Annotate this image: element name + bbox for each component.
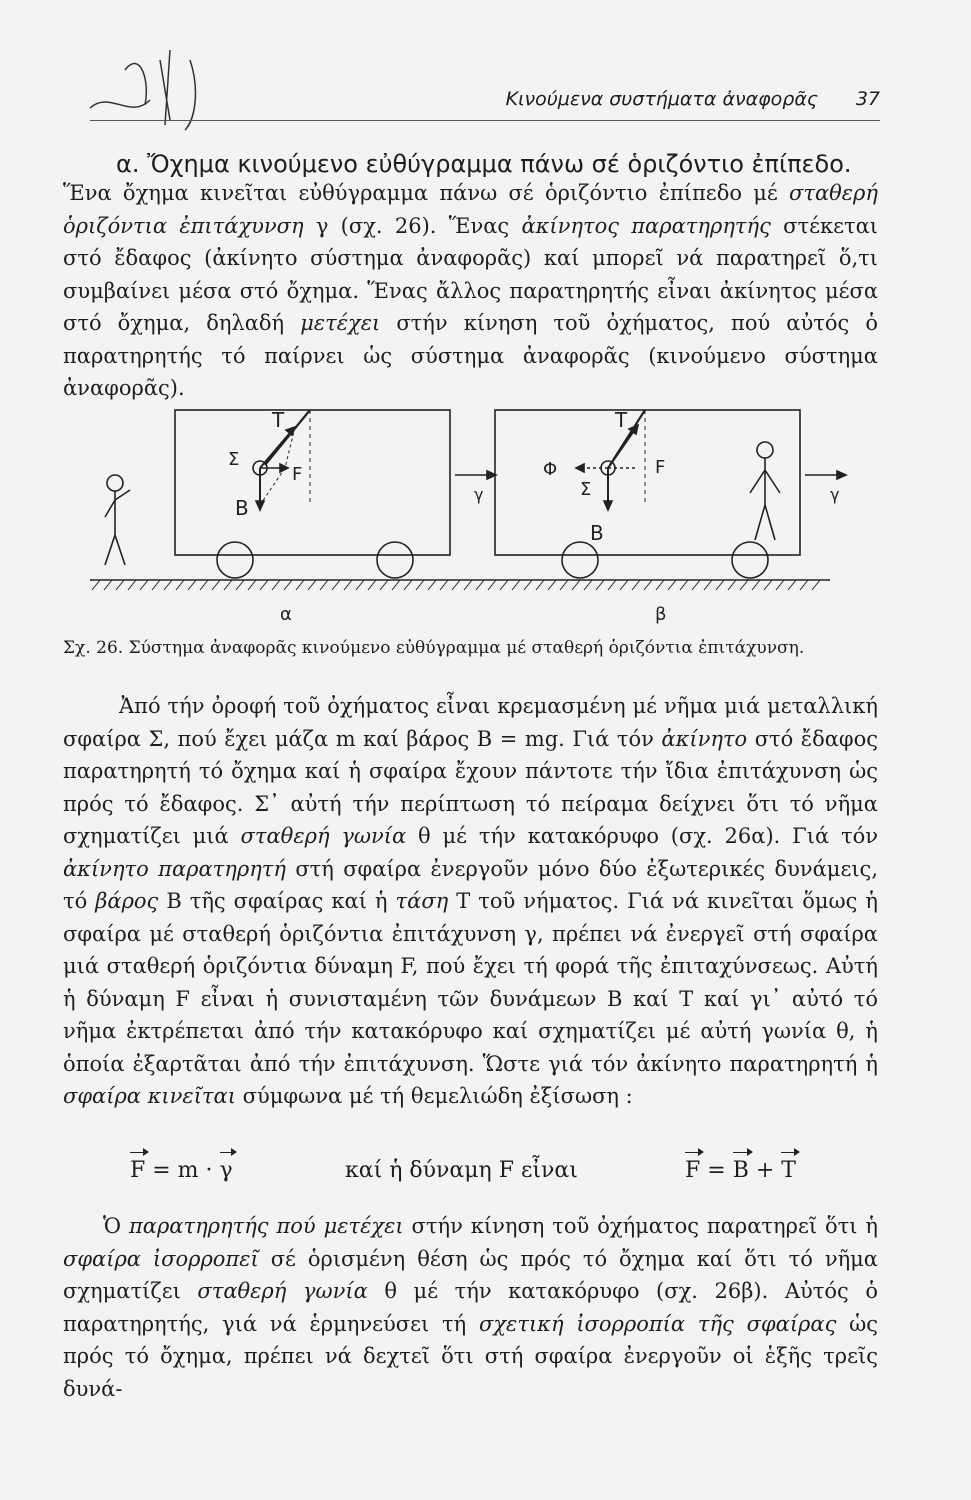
ground-hatching <box>92 580 820 590</box>
label-phi-b: Φ <box>543 459 558 480</box>
italic-run: μετέχει <box>300 311 381 335</box>
vector-F: F <box>685 1158 701 1183</box>
label-F-b: F <box>655 457 666 478</box>
italic-run: παρατηρητής πού μετέχει <box>128 1214 404 1238</box>
italic-run: σφαίρα ἰσορροπεῖ <box>63 1246 259 1271</box>
label-B-a: B <box>235 496 249 520</box>
italic-run: σταθερή γωνία <box>197 1279 368 1303</box>
equation-connector-text: καί ἡ δύναμη F εἶναι <box>345 1158 578 1183</box>
section-heading: α. Ὄχημα κινούμενο εὐθύγραμμα πάνω σέ ὁριζόντιο ἐπίπεδο. <box>116 150 852 178</box>
eq-operator: = <box>700 1158 733 1183</box>
label-sigma-b: Σ <box>580 479 592 500</box>
figure-26 <box>60 395 880 625</box>
paragraph-3 <box>63 1210 878 1405</box>
vector-F: F <box>130 1158 146 1183</box>
text-run: Ἀπό τήν ὀροφή τοῦ ὀχήματος εἶναι κρεμασμένη μέ νῆμα μιά μεταλλική σφαίρα Σ, πού ἔχει μάζα m καί βάρος B = mg. Γιά τόν <box>63 694 878 751</box>
label-F-a: F <box>292 464 303 485</box>
text-run: Ὁ <box>103 1214 129 1238</box>
text-run: στήν κίνηση τοῦ ὀχήματος, πού αὐτός ὁ παρατηρητής τό παίρνει ὡς σύστημα ἀναφορᾶς (κινούμενο σύστημα ἀναφορᾶς). <box>63 311 878 400</box>
text-run: σέ ὁρισμένη θέση ὡς πρός τό ὄχημα καί ὅτι τό νῆμα σχηματίζει <box>63 1246 878 1303</box>
italic-run: ἀκίνητος παρατηρητής <box>521 213 771 238</box>
ground-observer <box>105 475 130 565</box>
italic-run: σταθερή ὁριζόντια ἐπιτάχυνση <box>63 181 878 238</box>
text-run: θ μέ τήν κατακόρυφο (σχ. 26α). Γιά τόν <box>406 824 878 848</box>
text-run: στό ἔδαφος παρατηρητή τό ὄχημα καί ἡ σφαίρα ἔχουν πάντοτε τήν ἴδια ἐπιτάχυνση ὡς πρός τό ἔδαφος. Σ᾽ αὐτή τήν περίπτωση τό πείραμα δείχνει ὅτι τό νῆμα σχηματίζει μιά <box>63 726 878 848</box>
label-T-a: T <box>272 408 285 432</box>
sub-label-a: α <box>280 604 292 625</box>
header-rule <box>90 120 880 121</box>
italic-run: ἀκίνητο παρατηρητή <box>63 856 286 881</box>
label-T-b: T <box>615 408 628 432</box>
equation-line <box>130 1158 880 1194</box>
vehicle-a <box>175 410 450 578</box>
text-run: ὡς πρός τό ὄχημα, πρέπει νά δεχτεῖ ὅτι στή σφαίρα ἐνεργοῦν οἱ ἑξῆς τρεῖς δυνά- <box>63 1311 879 1401</box>
vector-gamma: γ <box>219 1158 233 1183</box>
equation-newton <box>130 1158 233 1183</box>
text-run: γ (σχ. 26). Ἕνας <box>303 213 522 238</box>
sub-label-b: β <box>655 604 667 625</box>
text-run: στή σφαίρα ἐνεργοῦν μόνο δύο ἐξωτερικές δυνάμεις, τό <box>63 856 878 913</box>
equation-sum <box>685 1158 796 1183</box>
label-sigma-a: Σ <box>228 449 240 470</box>
vector-B: B <box>732 1158 749 1183</box>
vehicle-b <box>495 410 800 578</box>
text-run: στήν κίνηση τοῦ ὀχήματος παρατηρεῖ ὅτι ἡ <box>403 1214 878 1238</box>
italic-run: τάση <box>395 889 449 913</box>
italic-run: σταθερή γωνία <box>240 824 407 848</box>
label-gamma-b: γ <box>830 485 840 504</box>
eq-operator: + <box>748 1158 782 1183</box>
italic-run: ἀκίνητο <box>661 726 748 751</box>
paragraph-1 <box>63 177 878 405</box>
vector-T: T <box>781 1158 796 1183</box>
running-title: Κινούμενα συστήματα ἀναφορᾶς <box>505 88 818 110</box>
text-run: Ἕνα ὄχημα κινεῖται εὐθύγραμμα πάνω σέ ὁριζόντιο ἐπίπεδο μέ <box>63 181 790 205</box>
label-B-b: B <box>590 521 604 545</box>
eq-operator: = m · <box>145 1158 220 1183</box>
italic-run: σφαίρα κινεῖται <box>63 1084 236 1108</box>
italic-run: σχετική ἰσορροπία τῆς σφαίρας <box>479 1311 837 1336</box>
text-run: σύμφωνα μέ τή θεμελιώδη ἐξίσωση : <box>235 1084 633 1108</box>
figure-caption: Σχ. 26. Σύστημα ἀναφορᾶς κινούμενο εὐθύγραμμα μέ σταθερή ὁριζόντια ἐπιτάχυνση. <box>63 638 805 658</box>
text-run: θ μέ τήν κατακόρυφο (σχ. 26β). Αὐτός ὁ παρατηρητής, γιά νά ἑρμηνεύσει τή <box>63 1279 878 1336</box>
italic-run: βάρος <box>95 889 159 913</box>
page-number: 37 <box>855 88 880 110</box>
label-gamma-a: γ <box>474 485 484 504</box>
paragraph-2 <box>63 690 878 1113</box>
text-run: B τῆς σφαίρας καί ἡ <box>158 889 396 913</box>
text-run: στέκεται στό ἔδαφος (ἀκίνητο σύστημα ἀναφορᾶς) καί μπορεῖ νά παρατηρεῖ ὅ,τι συμβαίνει μέσα στό ὄχημα. Ἕνας ἄλλος παρατηρητής εἶναι ἀκίνητος μέσα στό ὄχημα, δηλαδή <box>63 213 878 335</box>
running-header <box>60 82 880 118</box>
text-run: T τοῦ νήματος. Γιά νά κινεῖται ὅμως ἡ σφαίρα μέ σταθερή ὁριζόντια ἐπιτάχυνση γ, πρέπει νά ἐνεργεῖ στή σφαίρα μιά σταθερή ὁριζόντια δύναμη F, πού ἔχει τή φορά τῆς ἐπιταχύνσεως. Αὐτή ἡ δύναμη F εἶναι ἡ συνισταμένη τῶν δυνάμεων B καί T καί γι᾽ αὐτό τό νῆμα ἐκτρέπεται ἀπό τήν κατακόρυφο καί σχηματίζει μέ αὐτή γωνία θ, ἡ ὁποία ἐξαρτᾶται ἀπό τήν ἐπιτάχυνση. Ὥστε γιά τόν ἀκίνητο παρατηρητή ἡ <box>63 889 878 1076</box>
